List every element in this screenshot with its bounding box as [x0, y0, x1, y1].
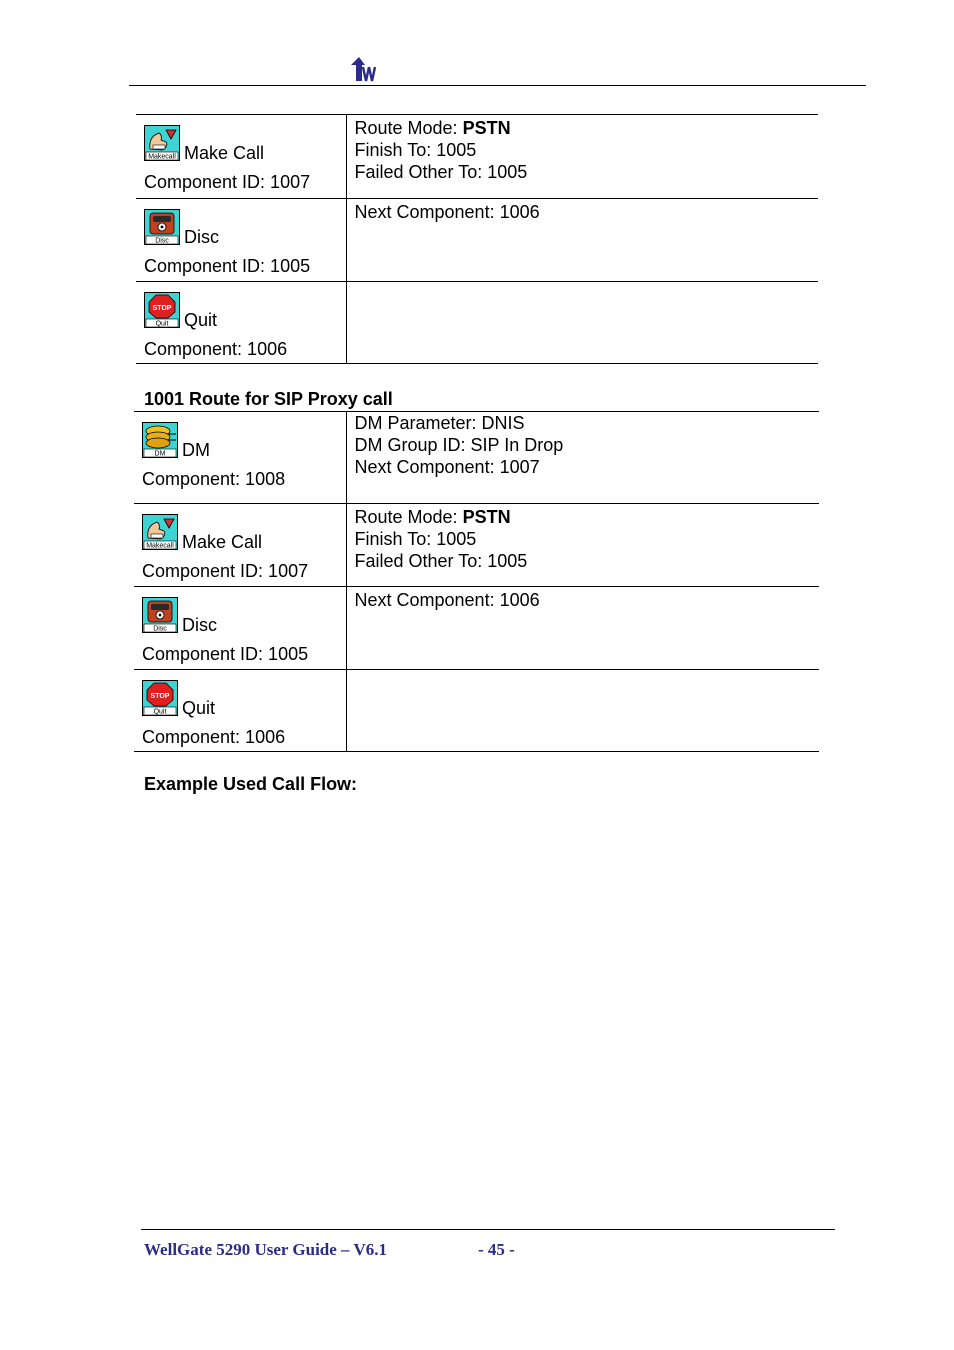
component-name: Make Call [182, 532, 263, 552]
component-params [346, 412, 819, 504]
svg-text:Makecall: Makecall [148, 153, 176, 161]
component-params [346, 115, 818, 199]
component-params [346, 504, 819, 587]
example-title: Example Used Call Flow: [144, 774, 358, 794]
dm-icon [142, 422, 178, 458]
param-line: Route Mode: PSTN [354, 507, 511, 527]
disc-phone-icon [144, 209, 180, 245]
svg-text:Quit: Quit [155, 320, 169, 328]
table-row [134, 670, 819, 752]
param-line: Failed Other To: 1005 [354, 162, 528, 182]
makecall-icon [144, 125, 180, 161]
table-row [136, 115, 818, 199]
param-line: Failed Other To: 1005 [354, 551, 528, 571]
param-line: Next Component: 1006 [354, 590, 540, 610]
component-cell [136, 282, 346, 364]
quit-stop-icon [144, 292, 180, 328]
component-cell [134, 670, 346, 752]
makecall-icon [142, 514, 178, 550]
component-params [346, 670, 819, 752]
quit-stop-icon [142, 680, 178, 716]
table-row [134, 504, 819, 587]
header-rule [129, 85, 866, 86]
param-line: Next Component: 1006 [354, 202, 540, 222]
component-name: Quit [184, 310, 218, 330]
table-row [134, 412, 819, 504]
table-row [136, 282, 818, 364]
component-table-2 [134, 411, 819, 752]
component-id: Component: 1006 [144, 339, 288, 359]
param-line: DM Parameter: DNIS [354, 413, 525, 433]
param-line: DM Group ID: SIP In Drop [354, 435, 564, 455]
component-cell [134, 412, 346, 504]
component-name: Disc [182, 615, 217, 635]
param-line: Route Mode: PSTN [354, 118, 511, 138]
section-title: 1001 Route for SIP Proxy call [144, 389, 393, 409]
table-row [134, 587, 819, 670]
svg-text:STOP: STOP [150, 693, 170, 700]
component-name: Disc [184, 227, 219, 247]
param-line: Finish To: 1005 [354, 140, 477, 160]
component-name: Quit [182, 698, 216, 718]
component-table-1 [136, 114, 818, 364]
svg-text:Quit: Quit [153, 708, 167, 716]
company-logo-icon [349, 55, 379, 83]
table-row [136, 199, 818, 282]
component-cell [134, 504, 346, 587]
component-params [346, 587, 819, 670]
footer-guide-title: WellGate 5290 User Guide – V6.1 [144, 1240, 388, 1259]
svg-text:DM: DM [154, 450, 166, 458]
component-name: DM [182, 440, 210, 460]
component-name: Make Call [184, 143, 265, 163]
footer-rule [141, 1229, 835, 1230]
component-id: Component ID: 1005 [144, 256, 311, 276]
svg-text:Makecall: Makecall [146, 542, 174, 550]
component-id: Component: 1006 [142, 727, 286, 747]
svg-text:Disc: Disc [153, 625, 167, 633]
component-cell [136, 199, 346, 282]
component-cell [134, 587, 346, 670]
disc-phone-icon [142, 597, 178, 633]
param-line: Next Component: 1007 [354, 457, 540, 477]
component-cell [136, 115, 346, 199]
component-id: Component ID: 1007 [144, 172, 311, 192]
component-id: Component ID: 1007 [142, 561, 309, 581]
component-params [346, 282, 818, 364]
component-id: Component: 1008 [142, 469, 286, 489]
component-id: Component ID: 1005 [142, 644, 309, 664]
page-number: - 45 - [478, 1240, 515, 1259]
svg-text:STOP: STOP [152, 305, 172, 312]
param-line: Finish To: 1005 [354, 529, 477, 549]
component-params [346, 199, 818, 282]
svg-text:Disc: Disc [155, 237, 169, 245]
